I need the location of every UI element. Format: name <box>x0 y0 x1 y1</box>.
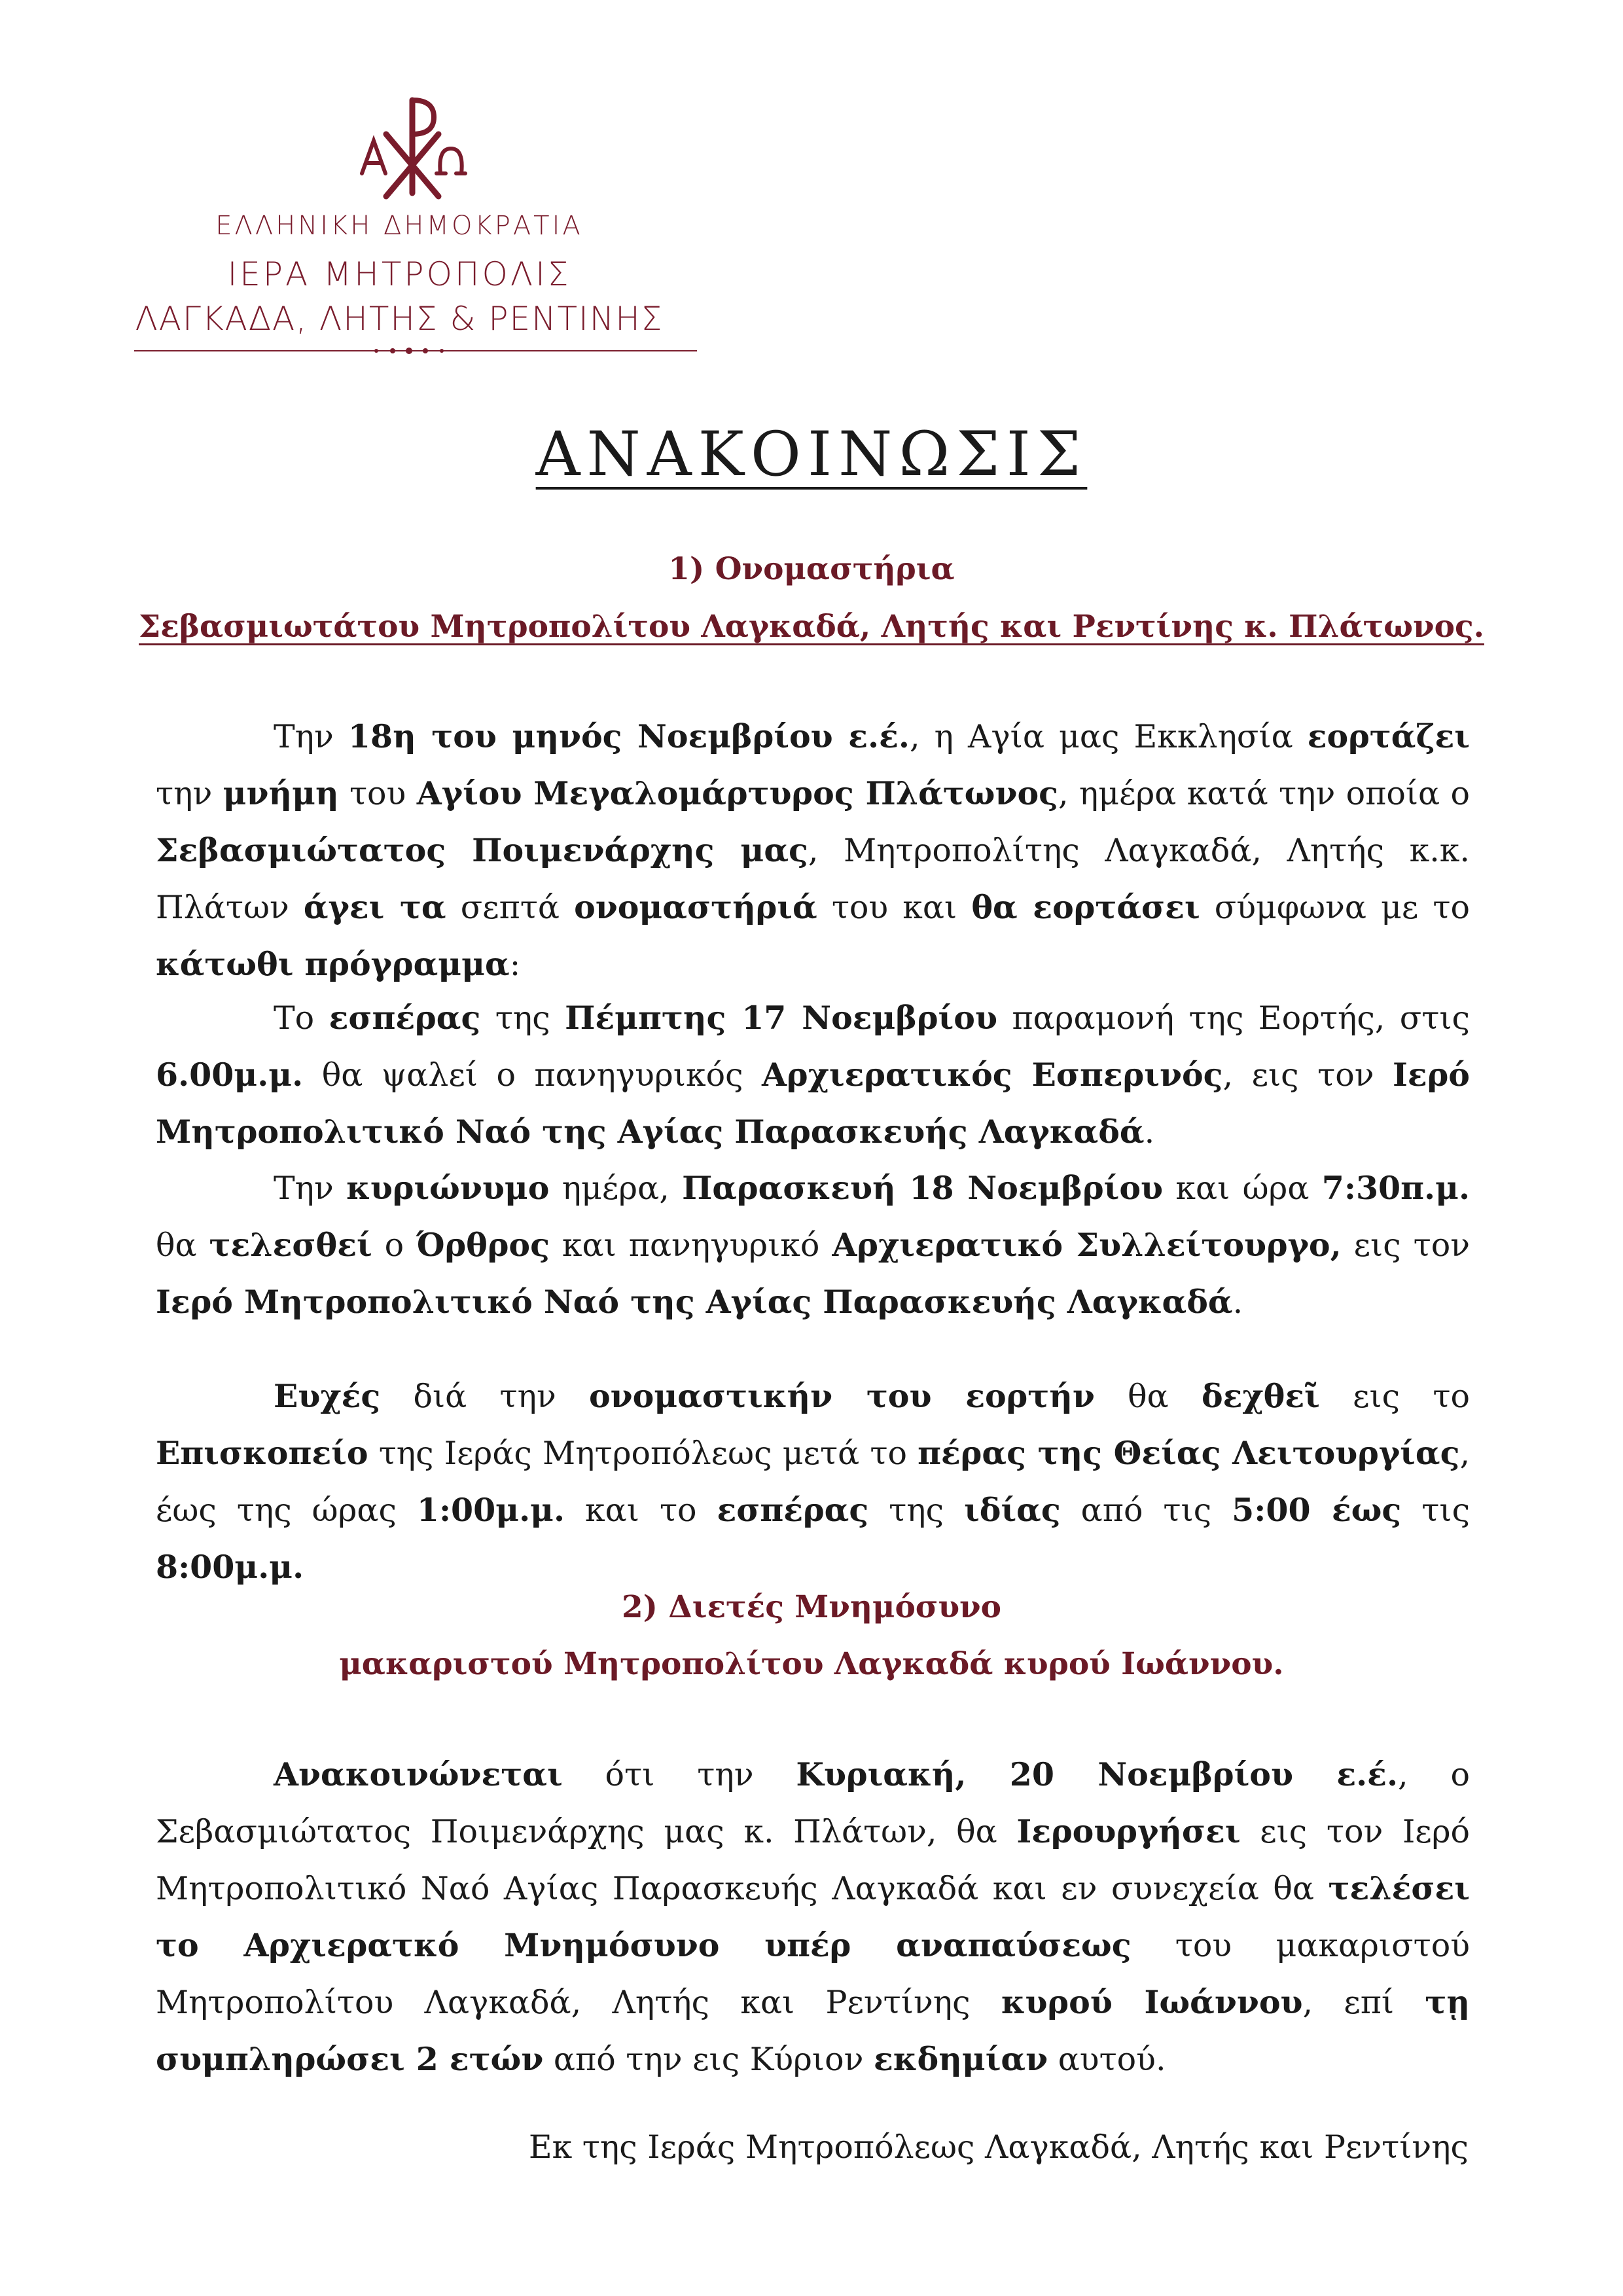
bold-text-run: τελεσθεί <box>209 1226 372 1264</box>
text-run: σεπτά <box>446 889 575 926</box>
section-1-paragraph-2 <box>156 990 1470 1160</box>
text-run: , Μητροπολίτης Λαγκαδά, Λητής κ.κ. Πλάτων <box>156 832 1470 926</box>
text-run: Την <box>274 718 348 755</box>
bold-text-run: 5:00 έως <box>1232 1491 1402 1529</box>
chi-rho-seal-icon <box>357 88 468 203</box>
bold-text-run: Κυριακή, 20 Νοεμβρίου ε.έ. <box>796 1755 1399 1793</box>
text-run: διά την <box>380 1378 589 1415</box>
section-1-paragraph-4 <box>156 1368 1470 1596</box>
section-1-heading: 1) Ονομαστήρια <box>668 551 955 587</box>
bold-text-run: άγει τα <box>303 888 446 926</box>
bold-text-run: τελέσει το Αρχιερατκό Μνημόσυνο υπέρ αναπαύσεως <box>156 1869 1470 1964</box>
letterhead-line-2: ΙΕΡΑ ΜΗΤΡΟΠΟΛΙΣ <box>227 255 571 293</box>
text-run: ότι την <box>562 1756 796 1793</box>
letterhead-divider <box>134 347 697 355</box>
bold-text-run: Αρχιερατικό Συλλείτουργο, <box>832 1226 1342 1264</box>
bold-text-run: 18η του μηνός Νοεμβρίου ε.έ. <box>348 717 910 755</box>
text-run: του <box>338 775 417 812</box>
text-run: σύμφωνα με το <box>1200 889 1470 926</box>
bold-text-run: Ευχές <box>274 1377 381 1415</box>
text-run: ο <box>372 1227 417 1264</box>
bold-text-run: κυριώνυμο <box>346 1169 550 1207</box>
text-run: της Ιεράς Μητροπόλεως μετά το <box>368 1435 918 1472</box>
text-run: και το <box>565 1492 717 1529</box>
bold-text-run: Αρχιερατικός Εσπερινός <box>762 1056 1223 1094</box>
text-run: θα <box>156 1227 209 1264</box>
bold-text-run: τῃ συμπληρώσει 2 ετών <box>156 1983 1470 2078</box>
text-run: Το <box>274 999 329 1037</box>
bold-text-run: ιδίας <box>964 1491 1061 1529</box>
text-run: της <box>480 999 565 1037</box>
section-2-subheading: μακαριστού Μητροπολίτου Λαγκαδά κυρού Ιωάννου. <box>339 1646 1284 1682</box>
text-run: θα <box>1094 1378 1202 1415</box>
text-run: από την εις Κύριον <box>543 2041 874 2078</box>
bold-text-run: μνήμη <box>223 774 339 812</box>
bold-text-run: Σεβασμιώτατος Ποιμενάρχης μας <box>156 831 808 869</box>
text-run: εις το <box>1319 1378 1470 1415</box>
text-run: αυτού. <box>1048 2041 1166 2078</box>
text-run: , ο Σεβασμιώτατος Ποιμενάρχης μας κ. Πλάτων, θα <box>156 1756 1471 1850</box>
bold-text-run: θα εορτάσει <box>971 888 1200 926</box>
text-run: της <box>868 1492 965 1529</box>
bold-text-run: Ιερό Μητροπολιτικό Ναό της Αγίας Παρασκευής Λαγκαδά <box>156 1283 1233 1321</box>
bold-text-run: ονομαστικήν του εορτήν <box>589 1377 1095 1415</box>
bold-text-run: Ιερουργήσει <box>1016 1812 1241 1850</box>
bold-text-run: Πέμπτης 17 Νοεμβρίου <box>565 999 997 1037</box>
bold-text-run: ονομαστήριά <box>574 888 817 926</box>
bold-text-run: δεχθεῖ <box>1201 1377 1320 1415</box>
text-run: εις τον Ιερό Μητροπολιτικό Ναό Αγίας Παρασκευής Λαγκαδά και εν συνεχεία θα <box>156 1813 1470 1907</box>
bold-text-run: 7:30π.μ. <box>1321 1169 1470 1207</box>
text-run: παραμονή της Εορτής, στις <box>997 999 1471 1037</box>
letterhead-line-3: ΛΑΓΚΑΔΑ, ΛΗΤΗΣ & ΡΕΝΤΙΝΗΣ <box>135 300 664 338</box>
section-1-subheading <box>0 609 1623 645</box>
text-run: και πανηγυρικό <box>549 1227 832 1264</box>
text-run: , εις τον <box>1222 1056 1393 1094</box>
text-run: , έως της ώρας <box>156 1435 1471 1529</box>
signature-line: Εκ της Ιεράς Μητροπόλεως Λαγκαδά, Λητής και Ρεντίνης <box>528 2128 1469 2166</box>
text-run: του μακαριστού Μητροπολίτου Λαγκαδά, Λητής και Ρεντίνης <box>156 1927 1470 2021</box>
section-1-subheading-text: Σεβασμιωτάτου Μητροπολίτου Λαγκαδά, Λητής και Ρεντίνης κ. Πλάτωνος. <box>139 609 1484 645</box>
section-1-paragraph-1 <box>156 708 1470 993</box>
bold-text-run: εσπέρας <box>329 999 481 1037</box>
text-run: την <box>156 775 223 812</box>
page-title-text: ΑΝΑΚΟΙΝΩΣΙΣ <box>535 419 1088 490</box>
bold-text-run: 6.00μ.μ. <box>156 1056 304 1094</box>
bold-text-run: Όρθρος <box>416 1226 550 1264</box>
text-run: Την <box>274 1170 347 1207</box>
text-run: τις <box>1401 1492 1471 1529</box>
text-run: , ημέρα κατά την οποία ο <box>1058 775 1470 812</box>
text-run: του και <box>817 889 972 926</box>
text-run: . <box>1144 1113 1155 1151</box>
section-2-paragraph-1 <box>156 1746 1470 2088</box>
bold-text-run: εσπέρας <box>717 1491 869 1529</box>
bold-text-run: Επισκοπείο <box>156 1434 368 1472</box>
text-run: θα ψαλεί ο πανηγυρικός <box>303 1056 762 1094</box>
section-1-paragraph-3 <box>156 1160 1470 1331</box>
bold-text-run: εκδημίαν <box>874 2040 1048 2078</box>
text-run: ημέρα, <box>549 1170 683 1207</box>
text-run: , η Αγία μας Εκκλησία <box>909 718 1308 755</box>
bold-text-run: Παρασκευή 18 Νοεμβρίου <box>682 1169 1164 1207</box>
letterhead-line-1: ΕΛΛΗΝΙΚΗ ΔΗΜΟΚΡΑΤΙΑ <box>215 211 583 241</box>
bold-text-run: πέρας της Θείας Λειτουργίας <box>918 1434 1460 1472</box>
text-run: . <box>1232 1283 1243 1321</box>
text-run: : <box>509 946 521 983</box>
text-run: και ώρα <box>1163 1170 1322 1207</box>
text-run: από τις <box>1060 1492 1232 1529</box>
bold-text-run: Ιερό Μητροπολιτικό Ναό της Αγίας Παρασκευής Λαγκαδά <box>156 1056 1470 1151</box>
bold-text-run: κυρού Ιωάννου <box>1001 1983 1303 2021</box>
bold-text-run: Ανακοινώνεται <box>274 1755 563 1793</box>
bold-text-run: εορτάζει <box>1307 717 1471 755</box>
bold-text-run: 1:00μ.μ. <box>416 1491 565 1529</box>
bold-text-run: Αγίου Μεγαλομάρτυρος Πλάτωνος <box>416 774 1058 812</box>
text-run: , επί <box>1302 1984 1425 2021</box>
text-run: εις τον <box>1341 1227 1470 1264</box>
bold-text-run: κάτωθι πρόγραμμα <box>156 945 510 983</box>
section-2-heading: 2) Διετές Μνημόσυνο <box>621 1589 1002 1625</box>
page-title <box>0 419 1623 490</box>
bold-text-run: 8:00μ.μ. <box>156 1548 304 1586</box>
